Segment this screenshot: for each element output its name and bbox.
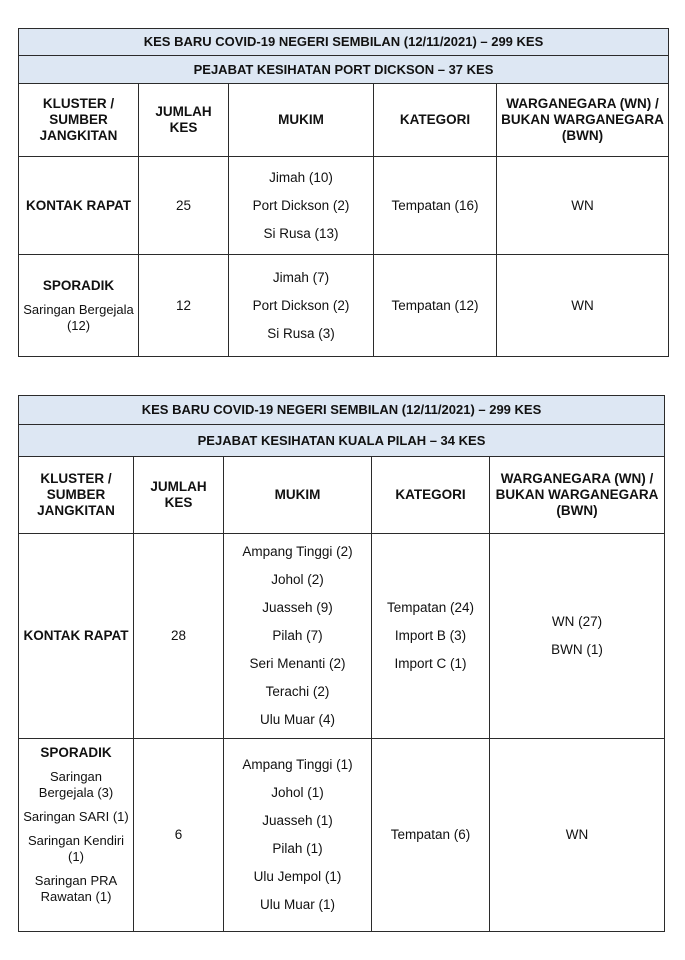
- cluster-cell: KONTAK RAPAT: [19, 534, 134, 739]
- mukim-item: Port Dickson (2): [252, 297, 350, 313]
- table-subtitle: PEJABAT KESIHATAN KUALA PILAH – 34 KES: [19, 425, 665, 457]
- cluster-sub: Saringan Bergejala (3): [38, 769, 114, 800]
- table-title: KES BARU COVID-19 NEGERI SEMBILAN (12/11/2021) – 299 KES: [19, 29, 669, 56]
- kategori-cell: [372, 534, 490, 739]
- wn-item: WN (27): [551, 614, 603, 629]
- kategori-cell: Tempatan (6): [372, 739, 490, 932]
- jumlah-cell: 25: [139, 157, 229, 255]
- mukim-cell: [224, 534, 372, 739]
- jumlah-cell: 28: [134, 534, 224, 739]
- mukim-item: Si Rusa (3): [267, 325, 335, 341]
- col-header-jumlah: JUMLAH KES: [134, 457, 224, 534]
- kategori-item: Import B (3): [394, 628, 467, 643]
- mukim-item: Seri Menanti (2): [249, 656, 346, 671]
- col-header-wn: WARGANEGARA (WN) / BUKAN WARGANEGARA (BWN): [497, 84, 669, 157]
- kategori-item: Import C (1): [394, 656, 467, 671]
- jumlah-cell: 6: [134, 739, 224, 932]
- jumlah-cell: 12: [139, 255, 229, 357]
- cluster-label: SPORADIK: [42, 277, 115, 293]
- mukim-cell: [229, 255, 374, 357]
- cluster-cell: [19, 739, 134, 932]
- wn-cell: WN: [497, 255, 669, 357]
- mukim-item: Jimah (7): [272, 269, 330, 285]
- col-header-cluster: KLUSTER / SUMBER JANGKITAN: [19, 457, 134, 534]
- mukim-item: Ampang Tinggi (2): [242, 544, 353, 559]
- mukim-item: Pilah (1): [272, 841, 323, 856]
- mukim-item: Jimah (10): [269, 169, 333, 185]
- port-dickson-table: [18, 28, 669, 357]
- table-row: [19, 739, 665, 932]
- mukim-item: Port Dickson (2): [252, 197, 350, 213]
- kategori-item: Tempatan (24): [386, 600, 475, 615]
- table-subtitle: PEJABAT KESIHATAN PORT DICKSON – 37 KES: [19, 56, 669, 84]
- mukim-item: Pilah (7): [272, 628, 323, 643]
- cluster-cell: [19, 255, 139, 357]
- kategori-cell: Tempatan (16): [374, 157, 497, 255]
- wn-item: BWN (1): [551, 642, 603, 657]
- mukim-item: Ampang Tinggi (1): [242, 757, 353, 772]
- cluster-sub: Saringan Kendiri (1): [27, 833, 125, 864]
- cluster-sub: Saringan PRA Rawatan (1): [34, 873, 118, 904]
- mukim-cell: [224, 739, 372, 932]
- col-header-mukim: MUKIM: [229, 84, 374, 157]
- col-header-mukim: MUKIM: [224, 457, 372, 534]
- mukim-item: Ulu Jempol (1): [253, 869, 342, 884]
- mukim-item: Johol (1): [271, 785, 324, 800]
- mukim-item: Si Rusa (13): [263, 225, 339, 241]
- table-row: [19, 157, 669, 255]
- table-title: KES BARU COVID-19 NEGERI SEMBILAN (12/11/2021) – 299 KES: [19, 396, 665, 425]
- col-header-kategori: KATEGORI: [374, 84, 497, 157]
- kuala-pilah-table: [18, 395, 665, 932]
- mukim-item: Johol (2): [271, 572, 324, 587]
- mukim-item: Ulu Muar (4): [259, 712, 335, 727]
- mukim-item: Terachi (2): [265, 684, 330, 699]
- wn-cell: [490, 534, 665, 739]
- kategori-cell: Tempatan (12): [374, 255, 497, 357]
- mukim-cell: [229, 157, 374, 255]
- mukim-item: Juasseh (1): [262, 813, 333, 828]
- cluster-sub: Saringan SARI (1): [23, 809, 129, 824]
- wn-cell: WN: [490, 739, 665, 932]
- cluster-cell: KONTAK RAPAT: [19, 157, 139, 255]
- cluster-sub: Saringan Bergejala (12): [23, 301, 134, 333]
- col-header-cluster: KLUSTER / SUMBER JANGKITAN: [19, 84, 139, 157]
- mukim-item: Juasseh (9): [262, 600, 333, 615]
- wn-cell: WN: [497, 157, 669, 255]
- mukim-item: Ulu Muar (1): [259, 897, 335, 912]
- col-header-jumlah: JUMLAH KES: [139, 84, 229, 157]
- col-header-kategori: KATEGORI: [372, 457, 490, 534]
- col-header-wn: WARGANEGARA (WN) / BUKAN WARGANEGARA (BWN): [490, 457, 665, 534]
- table-row: [19, 255, 669, 357]
- cluster-label: SPORADIK: [40, 745, 112, 760]
- table-row: [19, 534, 665, 739]
